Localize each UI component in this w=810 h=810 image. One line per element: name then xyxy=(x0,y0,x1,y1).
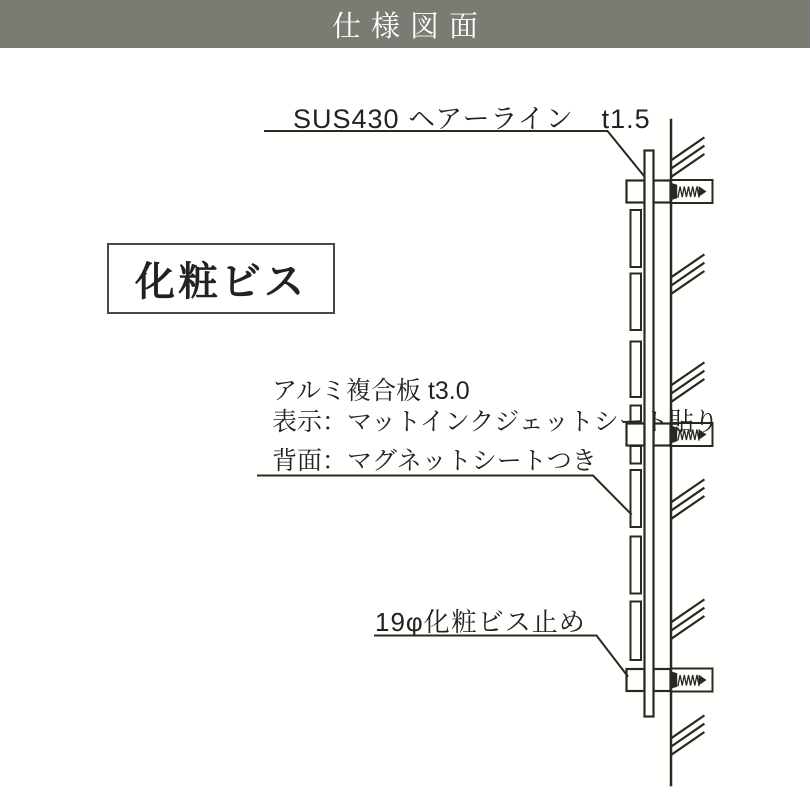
wall-hatch-group xyxy=(672,600,704,638)
leader-line-front-plate xyxy=(265,131,644,176)
page-title: 仕様図面 xyxy=(331,10,488,43)
wall-hatch-group xyxy=(672,363,704,401)
wall-hatch-group xyxy=(672,480,704,518)
wall-hatch-group xyxy=(672,138,704,176)
wall-hatch-group xyxy=(672,716,704,754)
wall-hatch-group xyxy=(672,255,704,293)
label-front-plate: SUS430 ヘアーライン t1.5 xyxy=(293,104,651,134)
label-bottom-screw: 19φ化粧ビス止め xyxy=(375,607,586,637)
label-panel-front: 表示：マットインクジェットシート貼り xyxy=(272,408,719,436)
leader-line-panel xyxy=(258,476,631,515)
screw-top xyxy=(671,180,713,203)
label-panel-back: 背面：マグネットシートつき xyxy=(272,447,597,475)
screw-bottom xyxy=(671,669,713,692)
screw-label-box xyxy=(107,243,335,314)
screw-label-text: 化粧ビス xyxy=(135,260,307,304)
label-panel-material: アルミ複合板 t3.0 xyxy=(272,377,470,405)
leader-line-bottom-screw xyxy=(375,636,628,677)
